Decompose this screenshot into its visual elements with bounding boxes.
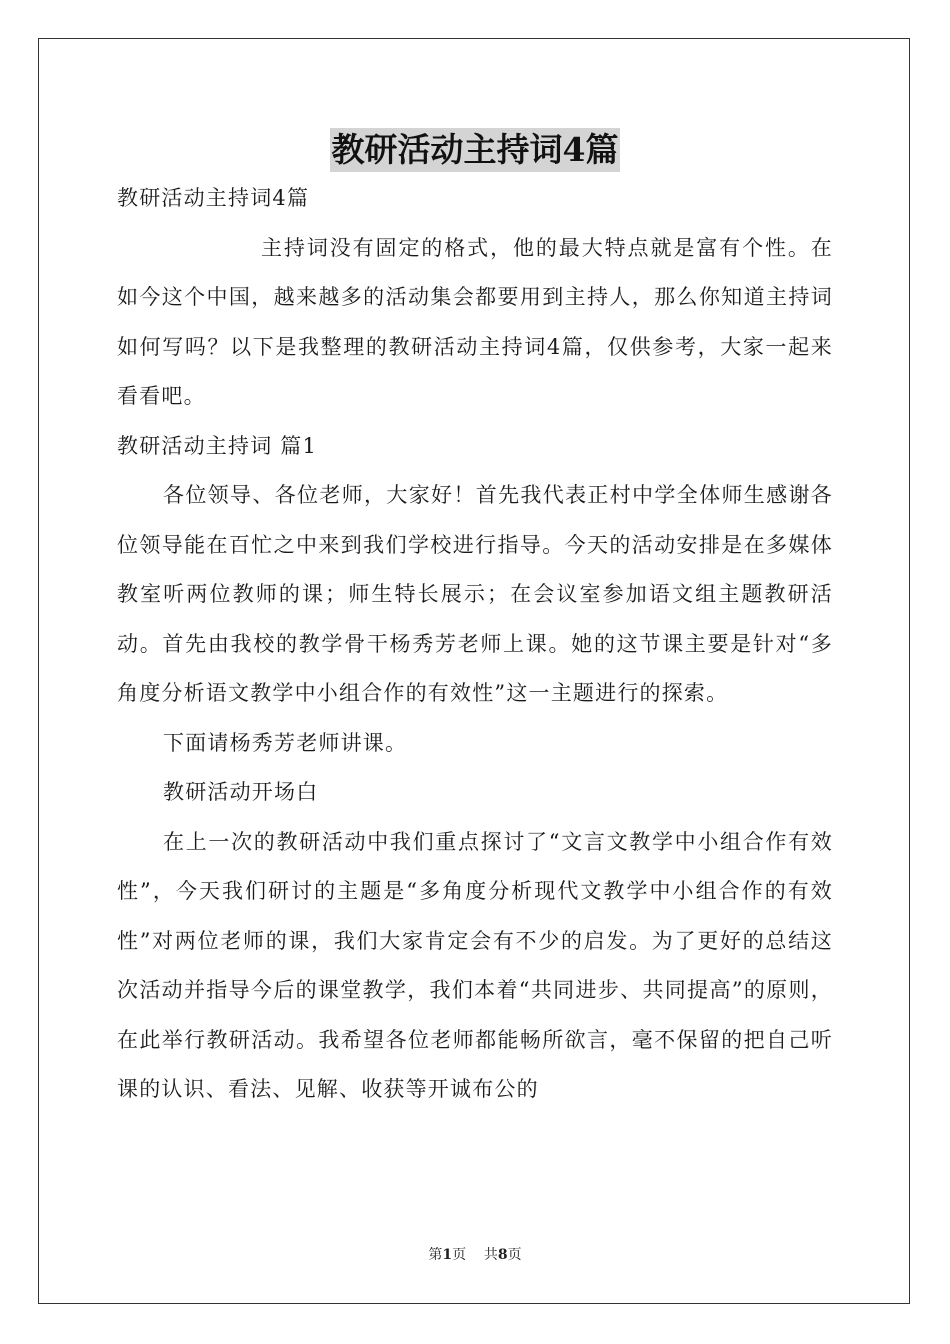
total-pages: 8 xyxy=(497,1247,508,1263)
total-suffix: 页 xyxy=(507,1247,522,1263)
body-paragraph: 教研活动开场白 xyxy=(163,780,319,804)
subtitle-line: 教研活动主持词4篇 xyxy=(117,186,310,210)
page-suffix: 页 xyxy=(452,1247,467,1263)
page-footer xyxy=(0,1244,950,1264)
body-paragraph: 下面请杨秀芳老师讲课。 xyxy=(163,730,408,755)
body-paragraph: 各位领导、各位老师，大家好！首先我代表正村中学全体师生感谢各位领导能在百忙之中来到我们学校进行指导。今天的活动安排是在多媒体教室听两位教师的课；师生特长展示；在会议室参加语文组主题教研活动。首先由我校的教学骨干杨秀芳老师上课。她的这节课主要是针对“多角度分析语文教学中小组合作的有效性”这一主题进行的探索。 xyxy=(117,483,833,705)
page-number: 1 xyxy=(442,1247,453,1263)
total-prefix: 共 xyxy=(483,1247,498,1263)
document-title: 教研活动主持词4篇 xyxy=(330,128,621,172)
intro-paragraph: 主持词没有固定的格式，他的最大特点就是富有个性。在如今这个中国，越来越多的活动集会都要用到主持人，那么你知道主持词如何写吗？以下是我整理的教研活动主持词4篇，仅供参考，大家一起来看看吧。 xyxy=(117,235,833,408)
section-heading: 教研活动主持词 篇1 xyxy=(117,433,318,458)
document-body xyxy=(117,174,833,1115)
page-prefix: 第 xyxy=(428,1247,443,1263)
body-paragraph: 在上一次的教研活动中我们重点探讨了“文言文教学中小组合作有效性”，今天我们研讨的主题是“多角度分析现代文教学中小组合作的有效性”对两位老师的课，我们大家肯定会有不少的启发。为了更好的总结这次活动并指导今后的课堂教学，我们本着“共同进步、共同提高”的原则，在此举行教研活动。我希望各位老师都能畅所欲言，毫不保留的把自己听课的认识、看法、见解、收获等开诚布公的 xyxy=(117,829,833,1101)
title-container xyxy=(0,128,950,172)
